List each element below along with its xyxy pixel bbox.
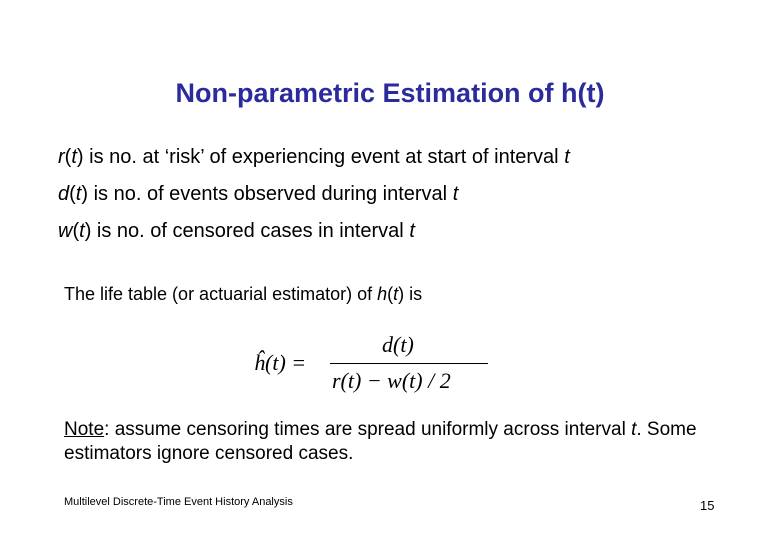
intro-func: h xyxy=(377,284,388,304)
def-var: t xyxy=(79,220,85,242)
intro-before: The life table (or actuarial estimator) of xyxy=(64,284,378,304)
intro-text: The life table (or actuarial estimator) of h(t) is xyxy=(64,284,423,304)
def-text: is no. at ‘risk’ of experiencing event at start of interval xyxy=(83,146,565,168)
def-text: is no. of events observed during interval xyxy=(88,183,453,205)
note-var: t xyxy=(631,419,637,440)
formula-numerator: d(t) xyxy=(382,332,414,357)
formula-denominator: r(t) − w(t) / 2 xyxy=(332,368,451,393)
def-text: is no. of censored cases in interval xyxy=(91,220,410,242)
def-end-var: t xyxy=(409,220,415,242)
def-term: d xyxy=(58,183,70,205)
note-label: Note xyxy=(64,419,105,440)
def-var: t xyxy=(71,146,77,168)
intro-after: is xyxy=(404,284,423,304)
definition-w: w(t) is no. of censored cases in interval t xyxy=(58,220,415,242)
slide-title: Non-parametric Estimation of h(t) xyxy=(175,78,605,108)
note-text2: . Some estimators ignore censored cases. xyxy=(64,419,697,464)
def-end-var: t xyxy=(564,146,570,168)
page-number: 15 xyxy=(700,498,715,513)
definition-r: r(t) is no. at ‘risk’ of experiencing event at start of interval t xyxy=(58,146,570,168)
definition-d: d(t) is no. of events observed during interval t xyxy=(58,183,459,205)
fraction-bar xyxy=(330,363,488,364)
note-text xyxy=(64,418,744,466)
footer-text: Multilevel Discrete-Time Event History Analysis xyxy=(64,496,293,508)
def-end-var: t xyxy=(452,183,459,205)
def-term: r xyxy=(58,146,65,168)
def-var: t xyxy=(75,183,82,205)
intro-var: t xyxy=(393,284,399,304)
def-term: w xyxy=(58,220,73,242)
note-text1: : assume censoring times are spread uniformly across interval xyxy=(104,419,632,440)
formula-lhs: ĥ(t) = xyxy=(254,350,307,375)
hazard-formula xyxy=(254,330,504,400)
